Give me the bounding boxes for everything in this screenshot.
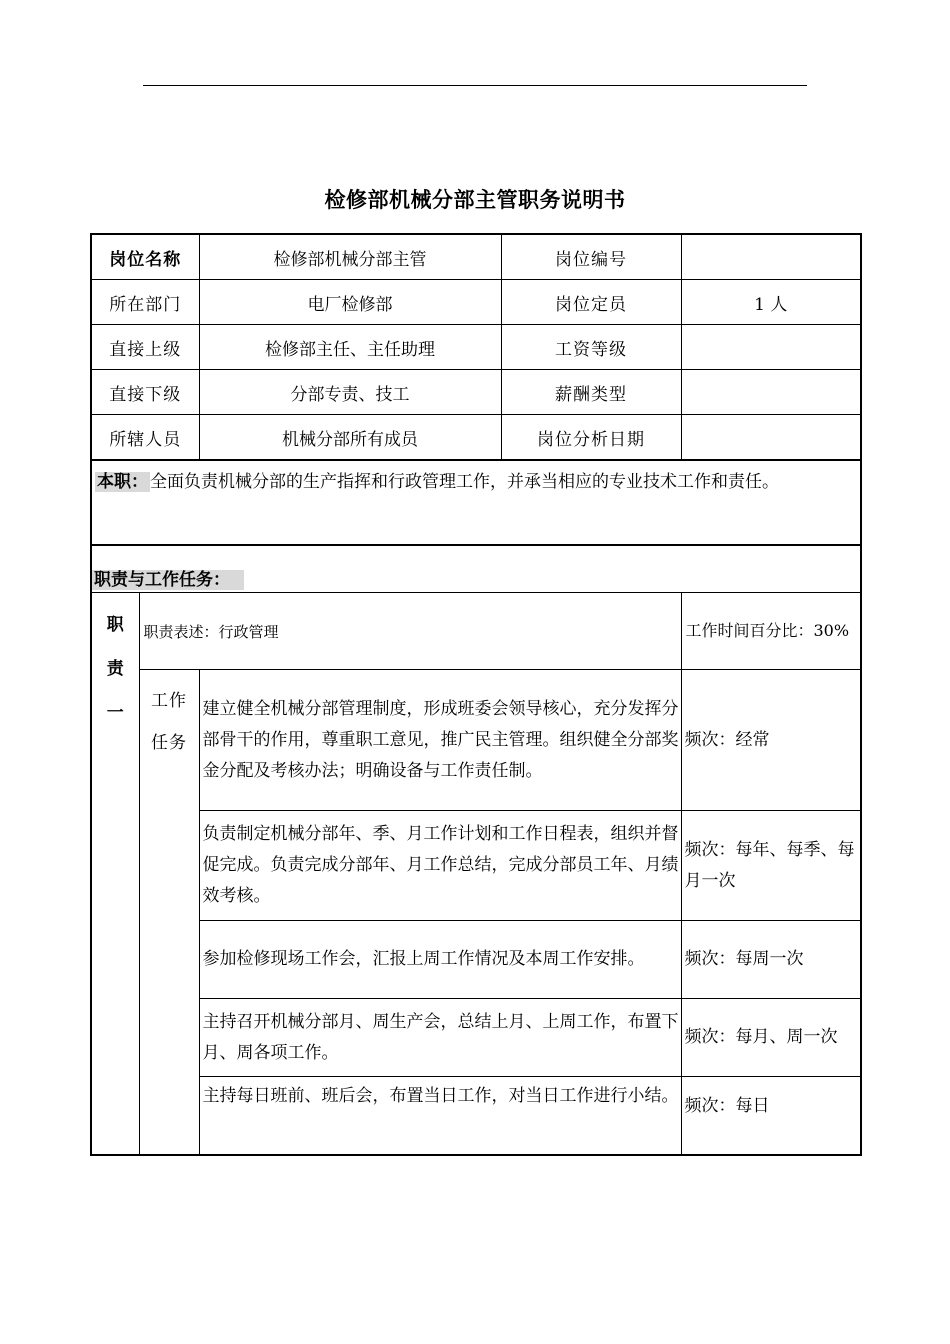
task-5-frequency: 频次：每日 (681, 1077, 861, 1156)
task-4-frequency: 频次：每月、周一次 (681, 999, 861, 1077)
task-5-text: 主持每日班前、班后会，布置当日工作，对当日工作进行小结。 (199, 1077, 681, 1156)
task-row (91, 811, 861, 921)
info-row-position-name (91, 234, 861, 280)
duty-one-vertical-label (91, 593, 139, 1156)
task-3-frequency: 频次：每周一次 (681, 921, 861, 999)
value-staff: 机械分部所有成员 (199, 415, 501, 461)
task-4-text: 主持召开机械分部月、周生产会，总结上月、上周工作，布置下月、周各项工作。 (199, 999, 681, 1077)
duty-one-description: 职责表述：行政管理 (139, 593, 681, 670)
job-description-table (90, 233, 862, 1156)
label-staff: 所辖人员 (91, 415, 199, 461)
value-position-name: 检修部机械分部主管 (199, 234, 501, 280)
value-analysis-date (681, 415, 861, 461)
label-position-name: 岗位名称 (91, 234, 199, 280)
summary-label: 本职： (97, 472, 148, 492)
task-label: 工作任务 (139, 670, 199, 1156)
value-headcount: 1 人 (681, 280, 861, 325)
label-position-code: 岗位编号 (501, 234, 681, 280)
value-salary-grade (681, 325, 861, 370)
task-1-text: 建立健全机械分部管理制度，形成班委会领导核心，充分发挥分部骨干的作用，尊重职工意见，推广民主管理。组织健全分部奖金分配及考核办法；明确设备与工作责任制。 (199, 670, 681, 811)
task-row (91, 1077, 861, 1156)
info-row-department (91, 280, 861, 325)
task-1-frequency: 频次：经常 (681, 670, 861, 811)
label-headcount: 岗位定员 (501, 280, 681, 325)
duty-one-header-row (91, 593, 861, 670)
duties-section-label: 职责与工作任务： (92, 570, 244, 590)
task-2-text: 负责制定机械分部年、季、月工作计划和工作日程表，组织并督促完成。负责完成分部年、月工作总结，完成分部员工年、月绩效考核。 (199, 811, 681, 921)
label-analysis-date: 岗位分析日期 (501, 415, 681, 461)
duty-label-char-1: 职 (106, 615, 124, 635)
value-subordinates: 分部专责、技工 (199, 370, 501, 415)
header-rule (143, 85, 807, 86)
value-department: 电厂检修部 (199, 280, 501, 325)
summary-row (91, 460, 861, 545)
summary-cell (91, 460, 861, 545)
summary-text: 全面负责机械分部的生产指挥和行政管理工作，并承当相应的专业技术工作和责任。 (150, 472, 779, 492)
label-subordinates: 直接下级 (91, 370, 199, 415)
task-row (91, 999, 861, 1077)
duty-label-char-2: 责 (106, 659, 124, 679)
duties-section-cell (91, 545, 861, 593)
task-row (91, 921, 861, 999)
info-row-subordinates (91, 370, 861, 415)
value-pay-type (681, 370, 861, 415)
info-row-staff (91, 415, 861, 461)
value-supervisor: 检修部主任、主任助理 (199, 325, 501, 370)
label-supervisor: 直接上级 (91, 325, 199, 370)
duty-one-time-percent: 工作时间百分比：30% (681, 593, 861, 670)
task-3-text: 参加检修现场工作会，汇报上周工作情况及本周工作安排。 (199, 921, 681, 999)
label-pay-type: 薪酬类型 (501, 370, 681, 415)
label-salary-grade: 工资等级 (501, 325, 681, 370)
duties-section-row (91, 545, 861, 593)
value-position-code (681, 234, 861, 280)
duty-label-char-3: 一 (106, 703, 124, 723)
task-row (91, 670, 861, 811)
info-row-supervisor (91, 325, 861, 370)
document-title: 检修部机械分部主管职务说明书 (324, 188, 626, 212)
task-2-frequency: 频次：每年、每季、每月一次 (681, 811, 861, 921)
label-department: 所在部门 (91, 280, 199, 325)
